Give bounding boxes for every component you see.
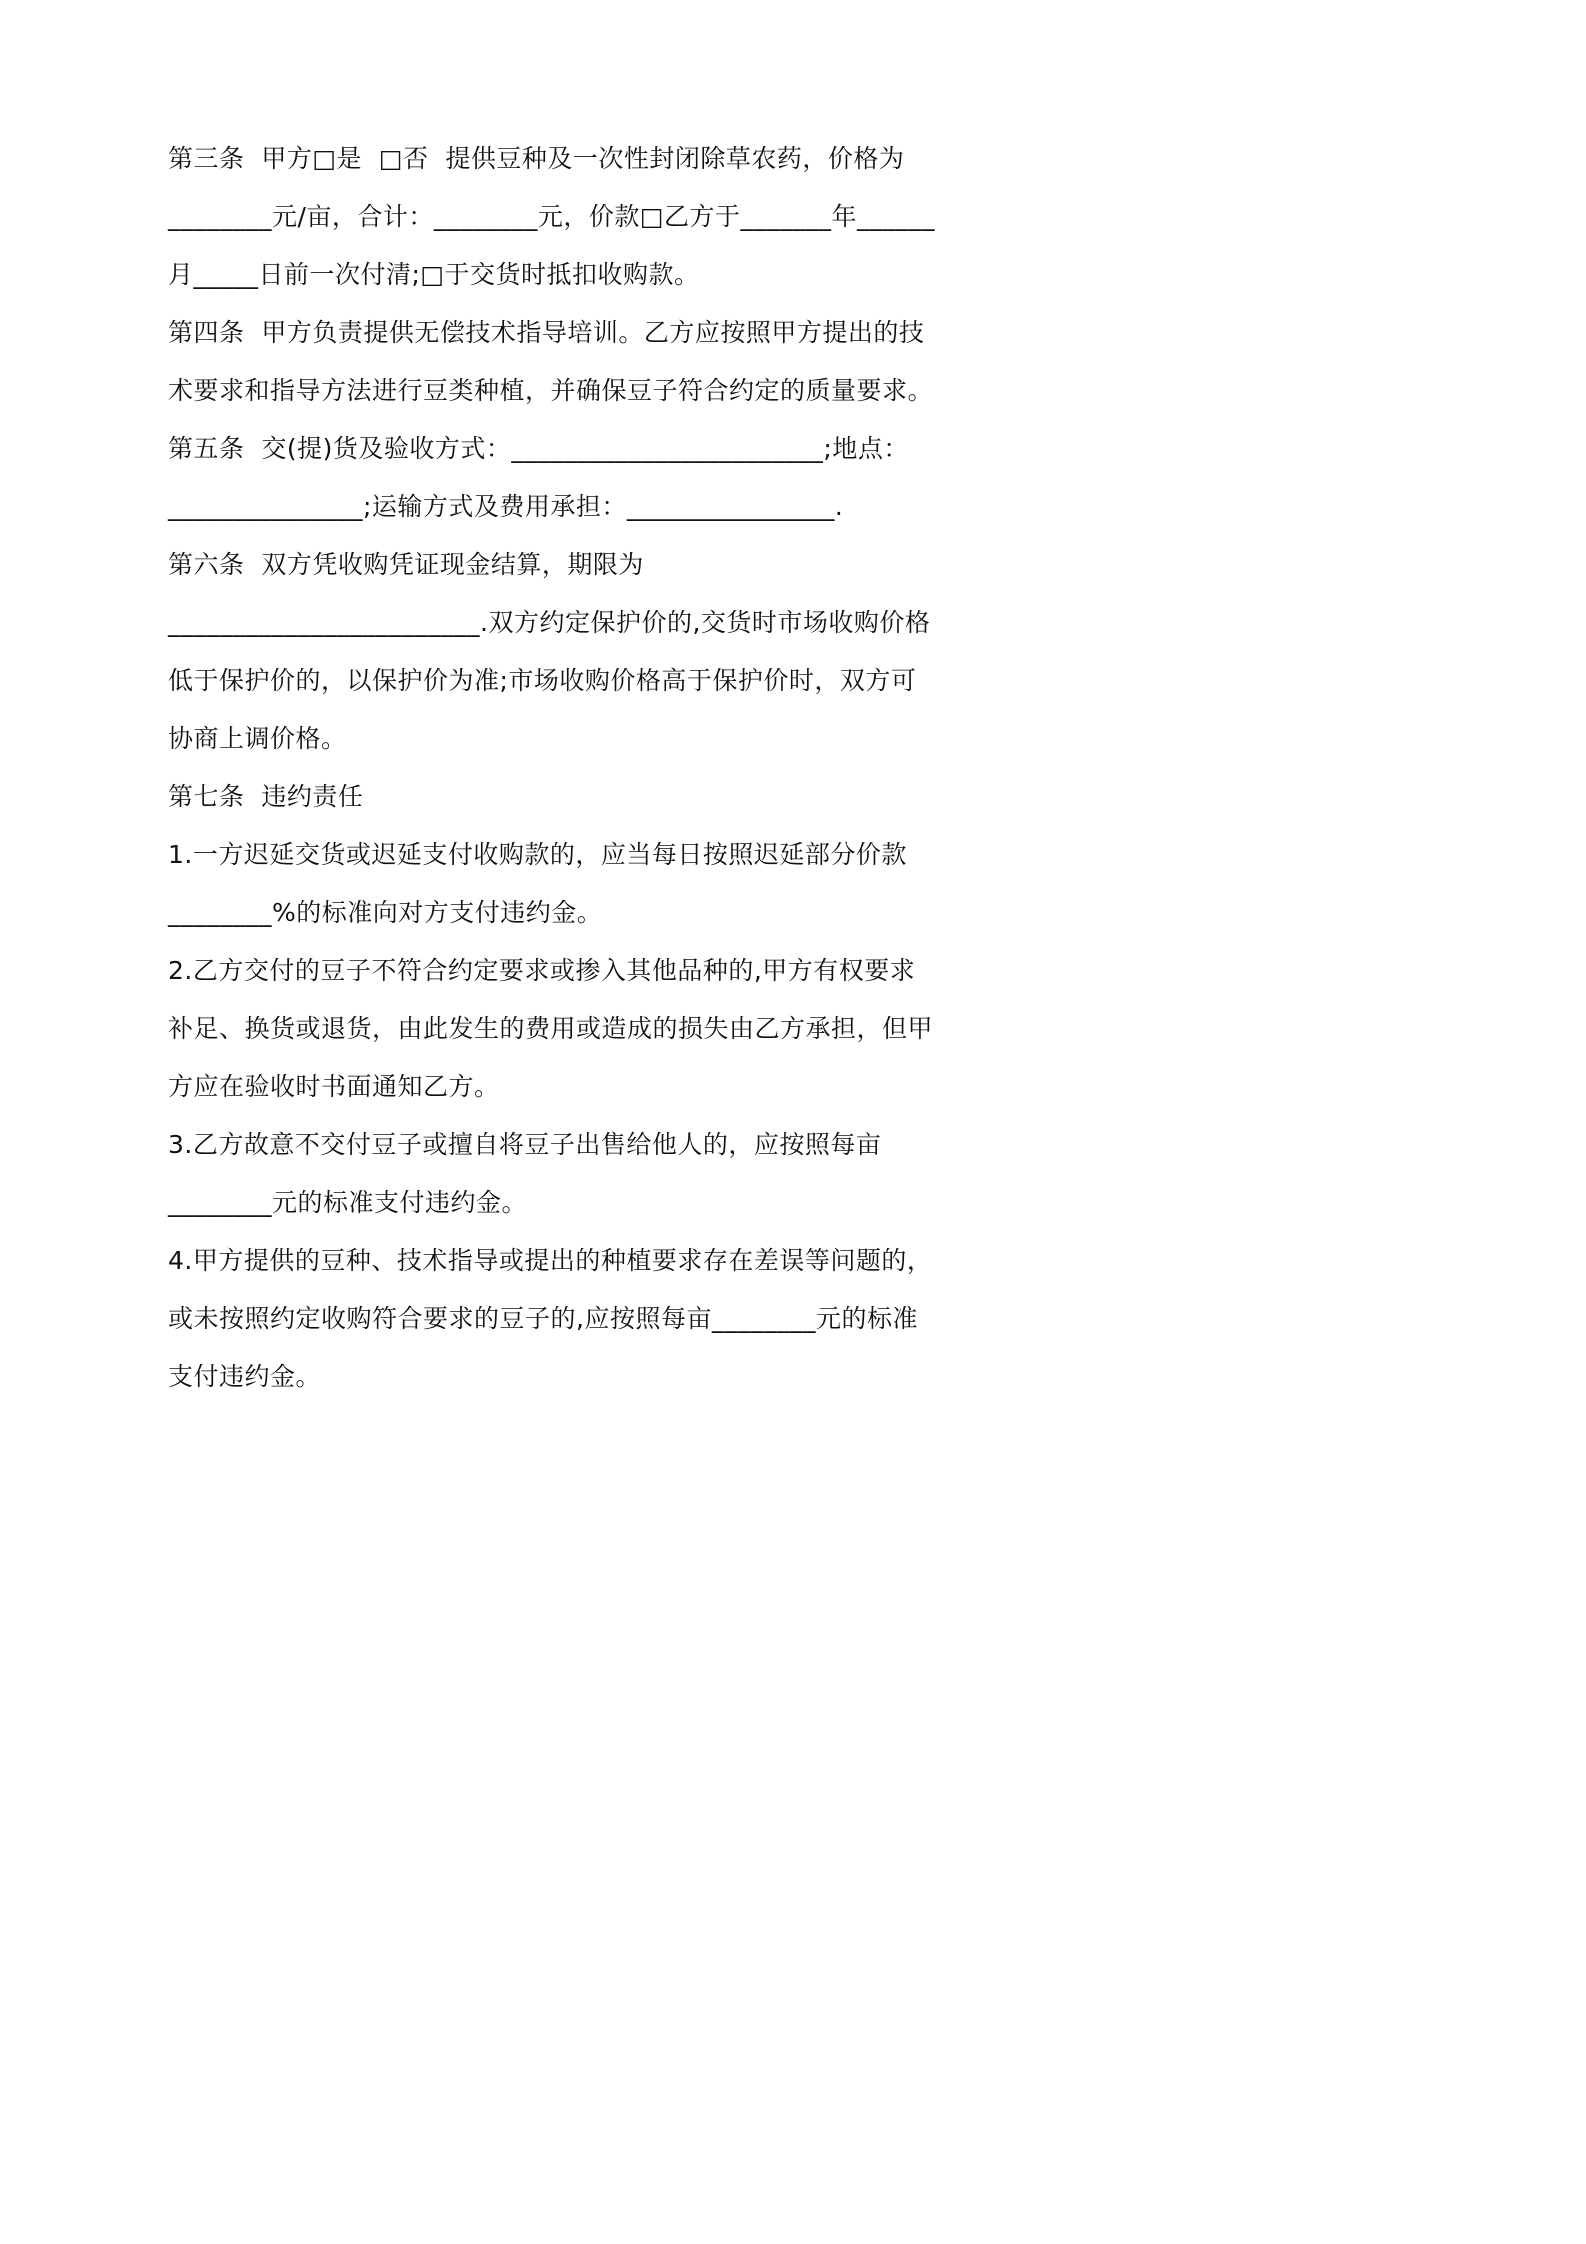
- clause-5-line-1: 第五条 交(提)货及验收方式：________________________;地点：: [168, 434, 909, 463]
- clause-4-line-2: 术要求和指导方法进行豆类种植，并确保豆子符合约定的质量要求。: [168, 376, 934, 405]
- clause-7-item-4-line-2: 或未按照约定收购符合要求的豆子的,应按照每亩________元的标准: [168, 1304, 918, 1333]
- clause-6-line-3: 低于保护价的，以保护价为准;市场收购价格高于保护价时，双方可: [168, 666, 917, 695]
- clause-7-item-4-line-1: 4.甲方提供的豆种、技术指导或提出的种植要求存在差误等问题的，: [168, 1246, 933, 1275]
- clause-7-item-1-line-1: 1.一方迟延交货或迟延支付收购款的，应当每日按照迟延部分价款: [168, 840, 907, 869]
- clause-6-line-4: 协商上调价格。: [168, 724, 347, 753]
- clause-6-line-2: ________________________.双方约定保护价的,交货时市场收购价格: [168, 608, 931, 637]
- clause-7-item-2-line-1: 2.乙方交付的豆子不符合约定要求或掺入其他品种的,甲方有权要求: [168, 956, 916, 985]
- clause-4-line-1: 第四条 甲方负责提供无偿技术指导培训。乙方应按照甲方提出的技: [168, 318, 925, 347]
- clause-7-item-3-line-2: ________元的标准支付违约金。: [168, 1188, 528, 1217]
- clause-7-heading: 第七条 违约责任: [168, 782, 364, 811]
- clause-7-item-1-line-2: ________%的标准向对方支付违约金。: [168, 898, 603, 927]
- clause-3-line-1: 第三条 甲方□是 □否 提供豆种及一次性封闭除草农药，价格为: [168, 144, 905, 173]
- clause-7-item-2-line-2: 补足、换货或退货，由此发生的费用或造成的损失由乙方承担，但甲: [168, 1014, 934, 1043]
- clause-3-line-3: 月_____日前一次付清;□于交货时抵扣收购款。: [168, 260, 700, 289]
- clause-7-item-4-line-3: 支付违约金。: [168, 1362, 322, 1391]
- clause-3-line-2: ________元/亩，合计：________元，价款□乙方于_______年______: [168, 202, 936, 231]
- clause-7-item-2-line-3: 方应在验收时书面通知乙方。: [168, 1072, 500, 1101]
- clause-6-line-1: 第六条 双方凭收购凭证现金结算，期限为: [168, 550, 644, 579]
- clause-7-item-3-line-1: 3.乙方故意不交付豆子或擅自将豆子出售给他人的，应按照每亩: [168, 1130, 882, 1159]
- clause-5-line-2: _______________;运输方式及费用承担：________________.: [168, 492, 844, 521]
